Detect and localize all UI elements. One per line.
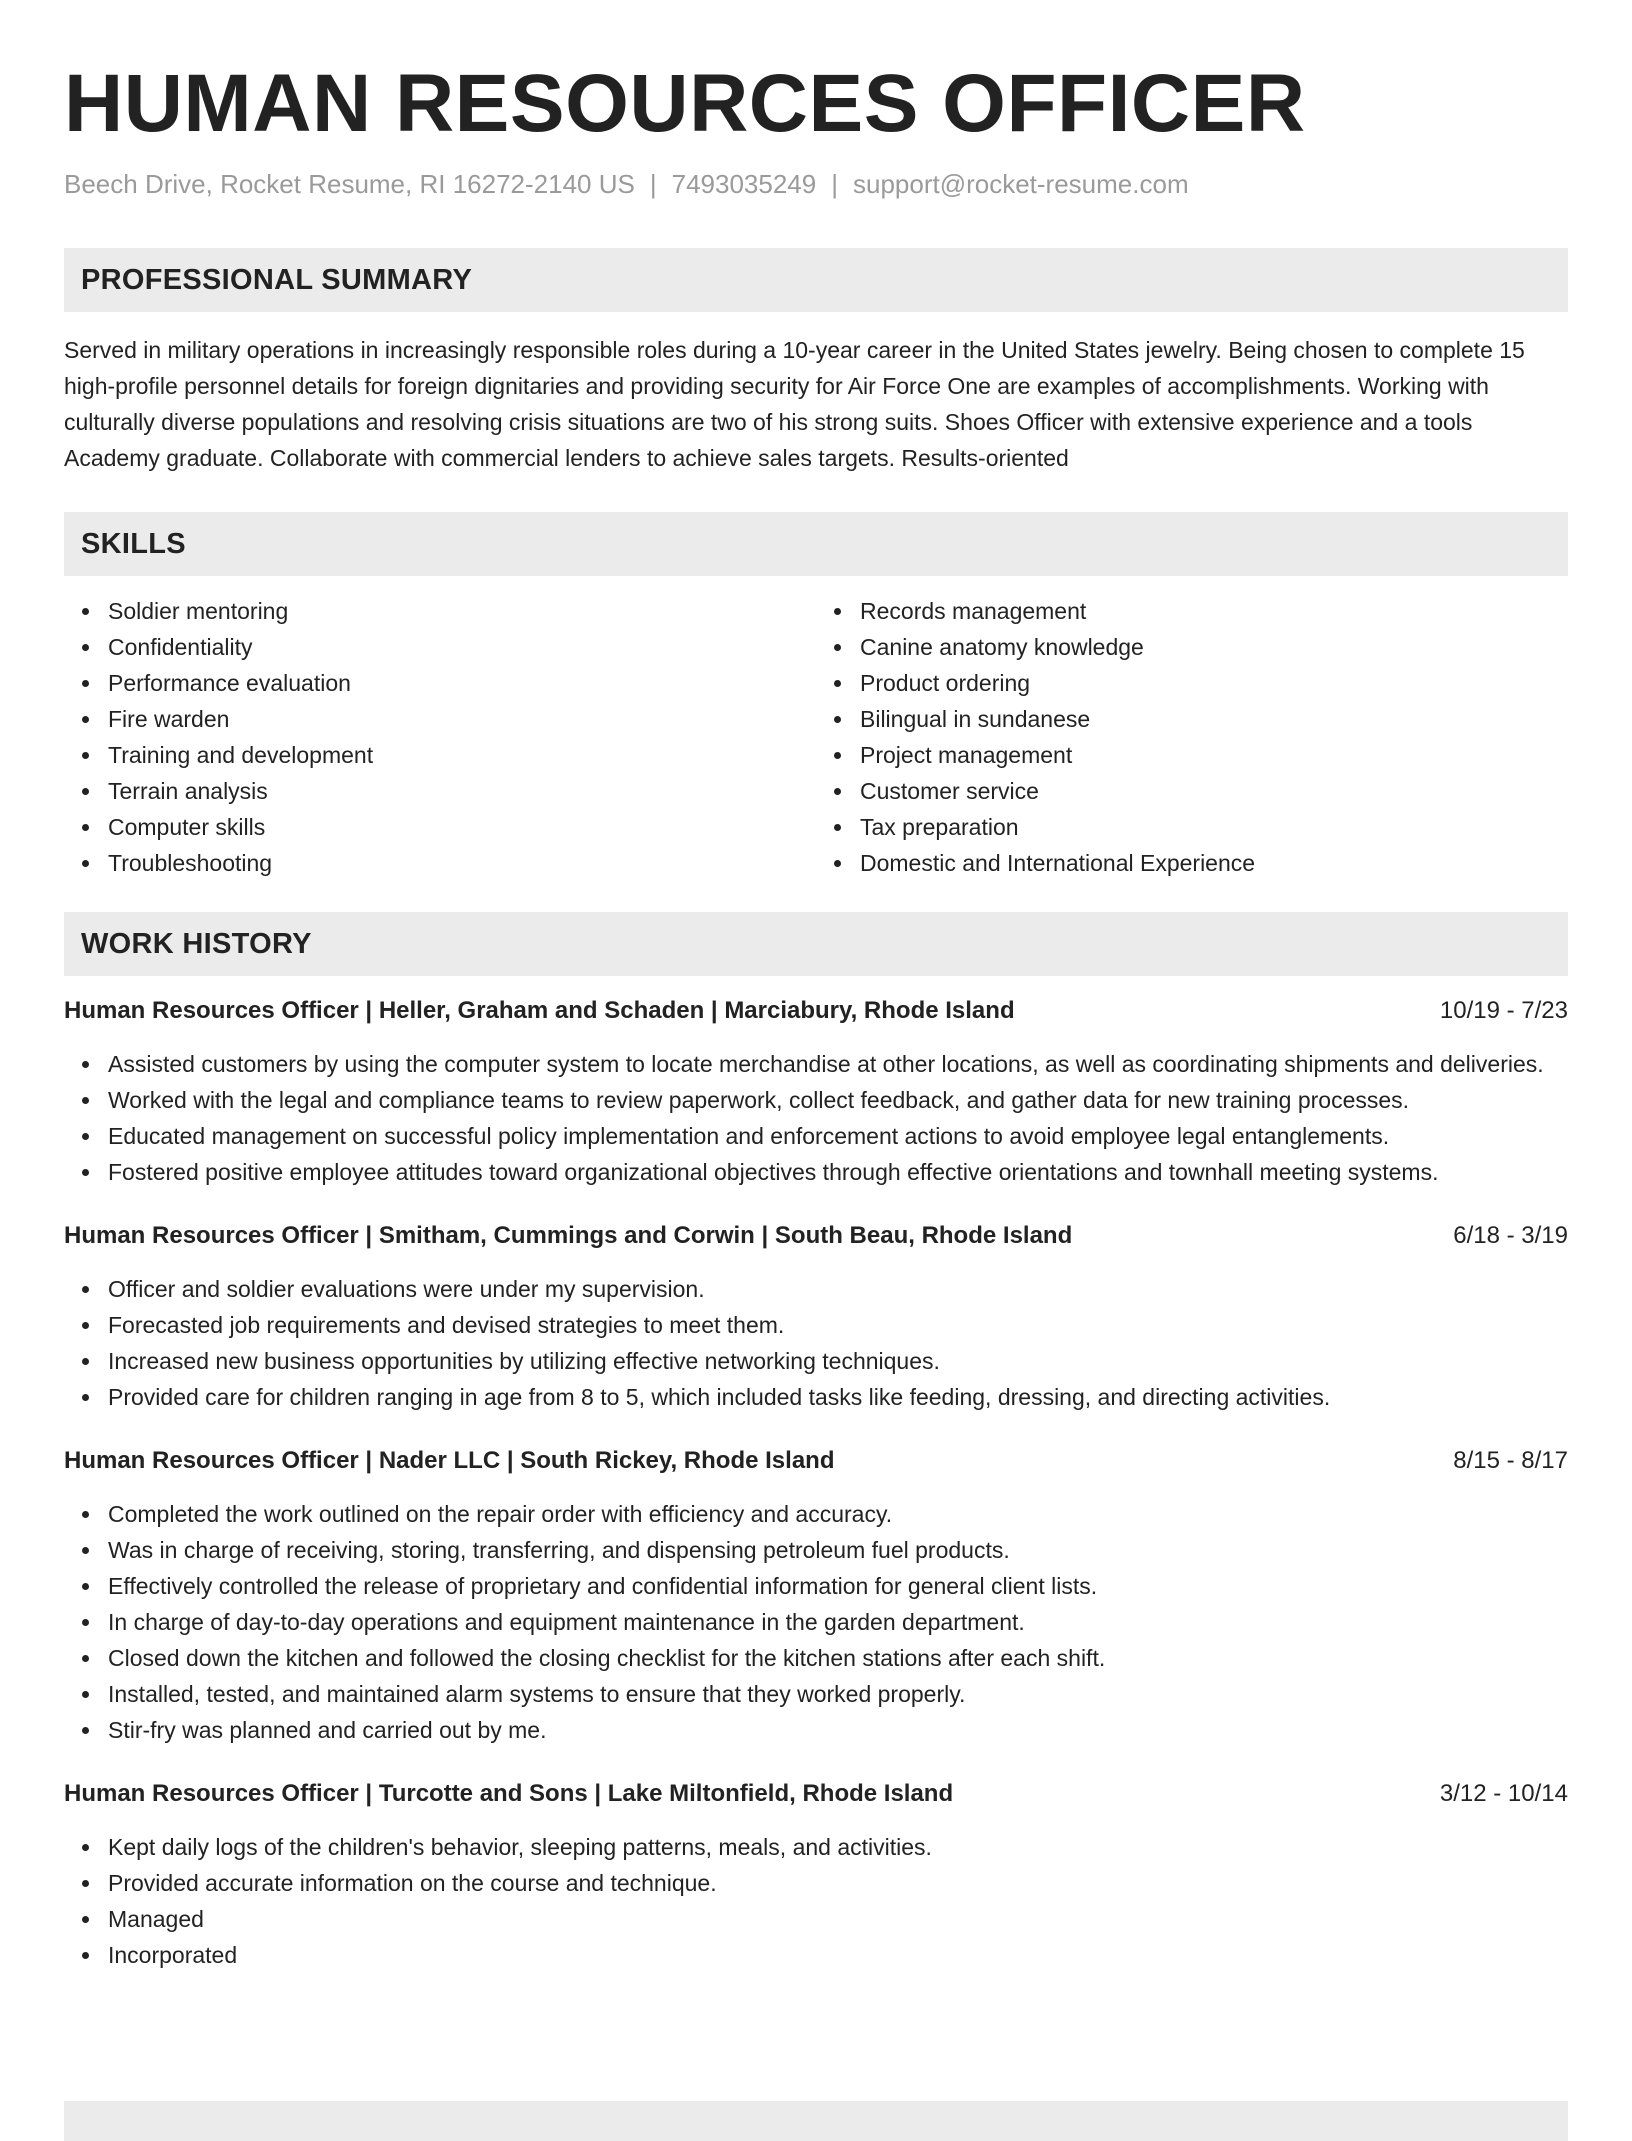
- contact-address: Beech Drive, Rocket Resume, RI 16272-2140 US: [64, 169, 635, 199]
- job-title: Human Resources Officer | Heller, Graham and Schaden | Marciabury, Rhode Island: [64, 997, 1015, 1024]
- skill-item: Canine anatomy knowledge: [860, 629, 1568, 665]
- section-header-summary: PROFESSIONAL SUMMARY: [64, 248, 1568, 312]
- job-entry: [64, 1444, 1568, 1748]
- job-bullets: [64, 1271, 1568, 1415]
- contact-separator: |: [831, 169, 838, 199]
- skill-item: Performance evaluation: [108, 665, 816, 701]
- section-header-next: [64, 2101, 1568, 2141]
- job-bullet: In charge of day-to-day operations and equipment maintenance in the garden department.: [108, 1604, 1568, 1640]
- job-bullet: Increased new business opportunities by utilizing effective networking techniques.: [108, 1343, 1568, 1379]
- job-entry: [64, 1219, 1568, 1415]
- job-bullets: [64, 1046, 1568, 1190]
- job-header: [64, 1444, 1568, 1478]
- skills-list: [64, 593, 1568, 881]
- job-bullet: Worked with the legal and compliance teams to review paperwork, collect feedback, and gather data for new training processes.: [108, 1082, 1568, 1118]
- contact-separator: |: [649, 169, 657, 199]
- job-bullet: Incorporated: [108, 1937, 1568, 1973]
- candidate-title: HUMAN RESOURCES OFFICER: [64, 58, 1306, 149]
- job-bullet: Effectively controlled the release of proprietary and confidential information for general client lists.: [108, 1568, 1568, 1604]
- job-header: [64, 1219, 1568, 1253]
- skill-item: Customer service: [860, 773, 1568, 809]
- job-bullet: Closed down the kitchen and followed the closing checklist for the kitchen stations after each shift.: [108, 1640, 1568, 1676]
- skill-item: Soldier mentoring: [108, 593, 816, 629]
- job-header: [64, 1777, 1568, 1811]
- job-entry: [64, 994, 1568, 1190]
- job-bullets: [64, 1829, 1568, 1973]
- skill-item: Bilingual in sundanese: [860, 701, 1568, 737]
- job-title: Human Resources Officer | Nader LLC | South Rickey, Rhode Island: [64, 1447, 835, 1474]
- job-bullets: [64, 1496, 1568, 1748]
- job-bullet: Educated management on successful policy implementation and enforcement actions to avoid employee legal entanglements.: [108, 1118, 1568, 1154]
- job-header: [64, 994, 1568, 1028]
- skills-column-left: [64, 593, 816, 881]
- skill-item: Troubleshooting: [108, 845, 816, 881]
- skill-item: Terrain analysis: [108, 773, 816, 809]
- contact-phone: 7493035249: [671, 169, 817, 199]
- skills-column-right: [816, 593, 1568, 881]
- section-header-skills: SKILLS: [64, 512, 1568, 576]
- skill-item: Project management: [860, 737, 1568, 773]
- job-bullet: Managed: [108, 1901, 1568, 1937]
- skill-item: Confidentiality: [108, 629, 816, 665]
- job-bullet: Provided accurate information on the course and technique.: [108, 1865, 1568, 1901]
- skill-item: Training and development: [108, 737, 816, 773]
- job-bullet: Forecasted job requirements and devised strategies to meet them.: [108, 1307, 1568, 1343]
- section-header-work-history: WORK HISTORY: [64, 912, 1568, 976]
- job-bullet: Kept daily logs of the children's behavior, sleeping patterns, meals, and activities.: [108, 1829, 1568, 1865]
- job-bullet: Officer and soldier evaluations were under my supervision.: [108, 1271, 1568, 1307]
- contact-line: [64, 166, 1568, 202]
- job-bullet: Fostered positive employee attitudes toward organizational objectives through effective orientations and townhall meeting systems.: [108, 1154, 1568, 1190]
- job-dates: 3/12 - 10/14: [1439, 1780, 1568, 1807]
- skill-item: Records management: [860, 593, 1568, 629]
- skill-item: Tax preparation: [860, 809, 1568, 845]
- skill-item: Product ordering: [860, 665, 1568, 701]
- job-bullet: Provided care for children ranging in age from 8 to 5, which included tasks like feeding, dressing, and directing activities.: [108, 1379, 1568, 1415]
- job-title: Human Resources Officer | Smitham, Cummings and Corwin | South Beau, Rhode Island: [64, 1222, 1073, 1249]
- skill-item: Fire warden: [108, 701, 816, 737]
- skill-item: Computer skills: [108, 809, 816, 845]
- job-entry: [64, 1777, 1568, 1973]
- job-bullet: Stir-fry was planned and carried out by me.: [108, 1712, 1568, 1748]
- job-dates: 10/19 - 7/23: [1439, 997, 1568, 1024]
- job-bullet: Installed, tested, and maintained alarm systems to ensure that they worked properly.: [108, 1676, 1568, 1712]
- job-dates: 8/15 - 8/17: [1453, 1447, 1568, 1474]
- skill-item: Domestic and International Experience: [860, 845, 1568, 881]
- job-bullet: Was in charge of receiving, storing, transferring, and dispensing petroleum fuel products.: [108, 1532, 1568, 1568]
- job-bullet: Completed the work outlined on the repair order with efficiency and accuracy.: [108, 1496, 1568, 1532]
- summary-text: Served in military operations in increasingly responsible roles during a 10-year career in the United States jewelry. Being chosen to complete 15 high-profile personnel details for foreign dignitaries and providing security for Air Force One are examples of accomplishments. Working with culturally diverse populations and resolving crisis situations are two of his strong suits. Shoes Officer with extensive experience and a tools Academy graduate. Collaborate with commercial lenders to achieve sales targets. Results-oriented: [64, 337, 1525, 471]
- contact-email: support@rocket-resume.com: [852, 169, 1189, 199]
- job-bullet: Assisted customers by using the computer system to locate merchandise at other locations, as well as coordinating shipments and deliveries.: [108, 1046, 1568, 1082]
- job-title: Human Resources Officer | Turcotte and Sons | Lake Miltonfield, Rhode Island: [64, 1780, 954, 1807]
- job-dates: 6/18 - 3/19: [1453, 1222, 1568, 1249]
